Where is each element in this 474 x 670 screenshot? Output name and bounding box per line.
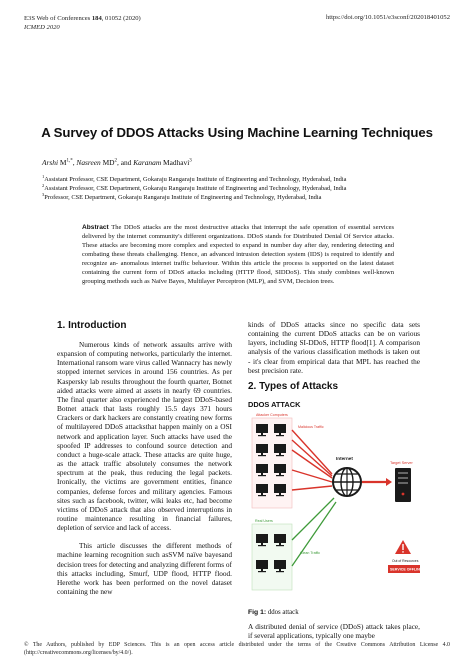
abstract	[82, 224, 394, 287]
license-footer: © The Authors, published by EDP Sciences. This is an open access article distributed under the terms of the Creative Commons Attribution License 4.0 (http://creativecommons.org/licenses/by/4.0/).	[24, 642, 450, 656]
affiliation-1: $^1$Assistant Professor, CSE Department, Gokaraju Rangaraju Institute of Engineering and Technology, Hyderabad, India	[42, 174, 347, 184]
left-column-text	[57, 340, 232, 596]
internet-label: Internet	[336, 456, 353, 461]
figure-caption	[248, 609, 299, 616]
service-offline-label: SERVICE OFFLINE	[390, 567, 423, 572]
author-2-name: Nasreen	[76, 158, 101, 167]
author-3-name: Karanam	[133, 158, 162, 167]
running-header: E3S Web of Conferences 184, 01052 (2020) ICMED 2020	[24, 15, 141, 31]
globe-icon	[333, 468, 361, 496]
author-1-name: Arshi	[42, 158, 59, 167]
intro-paragraph-1: Numerous kinds of network assaults arrive with expansion of computing networks, particularly the internet. International ransom ware virus called Wannacry has newly stopped internet services in around 156 countries. As per Kaspersky lab results throughout the fourth quarter, Botnet aided attacks were aimed at assets in nearly 69 countries. The final quarter also experienced the largest DDoS-based Botnet attack that lasts roughly 15.5 days 371 hours Crackers or dark hackers are constantly creating new forms of multilayered DDoS attacksthat happen mainly on a OSI network and application layer. Such attacks have used the spoofed IP addresses to confound source detection and conduct a huge-scale attack. These attacks are quite huge, as the attack traffic absolutely consumes the network spectrum at the peak, thus reducing the legal packets. Ironically, the victims are government entities, finance companies, defense forces and military agencies. Famous sites such as facebook, twitter, wiki leaks etc, had become victims of DDoS attack that also observed interruptions in routine maintenance resulting in financial failures, depletion of service and lack of access.	[57, 340, 232, 533]
intro-continued-paragraph: kinds of DDoS attacks since no specific data sets containing the current DDoS attacks can be on various layers, including SI-DDoS, HTTP flood[1]. A comparison analysis of the various classification methods is taken out - it's clear from empirical data that MPL has reached the best precision rate.	[248, 320, 420, 375]
malicious-traffic-label: Malicious Traffic	[298, 425, 324, 429]
right-column-intro-continued	[248, 320, 420, 375]
types-of-attacks-heading: 2. Types of Attacks	[248, 381, 339, 392]
journal-volume: 184	[91, 15, 102, 22]
target-server-label: Target Server	[390, 461, 413, 465]
abstract-label: Abstract	[82, 224, 109, 231]
introduction-heading: 1. Introduction	[57, 320, 127, 331]
doi-link[interactable]: https://doi.org/10.1051/e3sconf/202018401052	[325, 14, 450, 21]
ddos-attack-subheading: DDOS ATTACK	[248, 400, 301, 409]
intro-paragraph-2: This article discusses the different methods of machine learning recognition such asSVM naïve bayesand decision trees for detecting and analyzing different forms of this attacks including, Smurf, UDP flood, HTTP flood. Herethe work has been performed on the novel dataset containing the new	[57, 541, 232, 597]
author-list: Arshi $M^{1,*}$, Nasreen $MD^2$, and Karanam Madhavi$^3$	[42, 158, 192, 167]
abstract-text: The DDoS attacks are the most destructive attacks that interrupt the safe operation of essential services delivered by the internet community's different organizations. DDoS stands for Distributed Denial Of Service attacks. These attacks are becoming more complex and expected to expand in number day after day, rendering detecting and combating these threats challenging. Hence, an advanced intrusion detection system (IDS) is required to identify and recognize an- anomalous internet traffic behaviour. Within this article the process is supported on the latest dataset containing the current form of DDoS attacks including (HTTP flood, SIDDoS). This study combines well-known grouping methods such as Naïve Bayes, Multilayer Perceptron (MLP), and SVM, Decision trees.	[82, 224, 394, 285]
conference-name: ICMED 2020	[24, 24, 60, 31]
real-users-label: Real Users	[255, 519, 273, 523]
attacker-computers-label: Attacker Computers	[256, 413, 288, 417]
server-icon	[395, 468, 411, 502]
clean-traffic-label: Clean Traffic	[300, 551, 321, 555]
out-of-resources-label: Out of Resources	[392, 559, 419, 563]
ddos-definition-paragraph: A distributed denial of service (DDoS) attack takes place, if several applications, typically one maybe	[248, 622, 420, 641]
paper-title: A Survey of DDOS Attacks Using Machine Learning Techniques	[41, 125, 433, 140]
journal-name: E3S Web of Conferences	[24, 15, 91, 22]
article-number: 01052 (2020)	[105, 15, 141, 22]
figure-label: Fig 1:	[248, 609, 267, 616]
real-users-zone	[252, 524, 292, 590]
ddos-attack-figure	[250, 412, 426, 600]
affiliation-3: $^3$Professor, CSE Department, Gokaraju Rangaraju Institute of Engineering and Technology, Hyderabad, India	[42, 192, 322, 202]
figure-caption-text: ddos attack	[266, 609, 299, 616]
right-column-ddos-text	[248, 622, 420, 640]
affiliation-2: $^2$Assistant Professor, CSE Department, Gokaraju Rangaraju Institute of Engineering and Technology, Hyderabad, India	[42, 183, 347, 193]
